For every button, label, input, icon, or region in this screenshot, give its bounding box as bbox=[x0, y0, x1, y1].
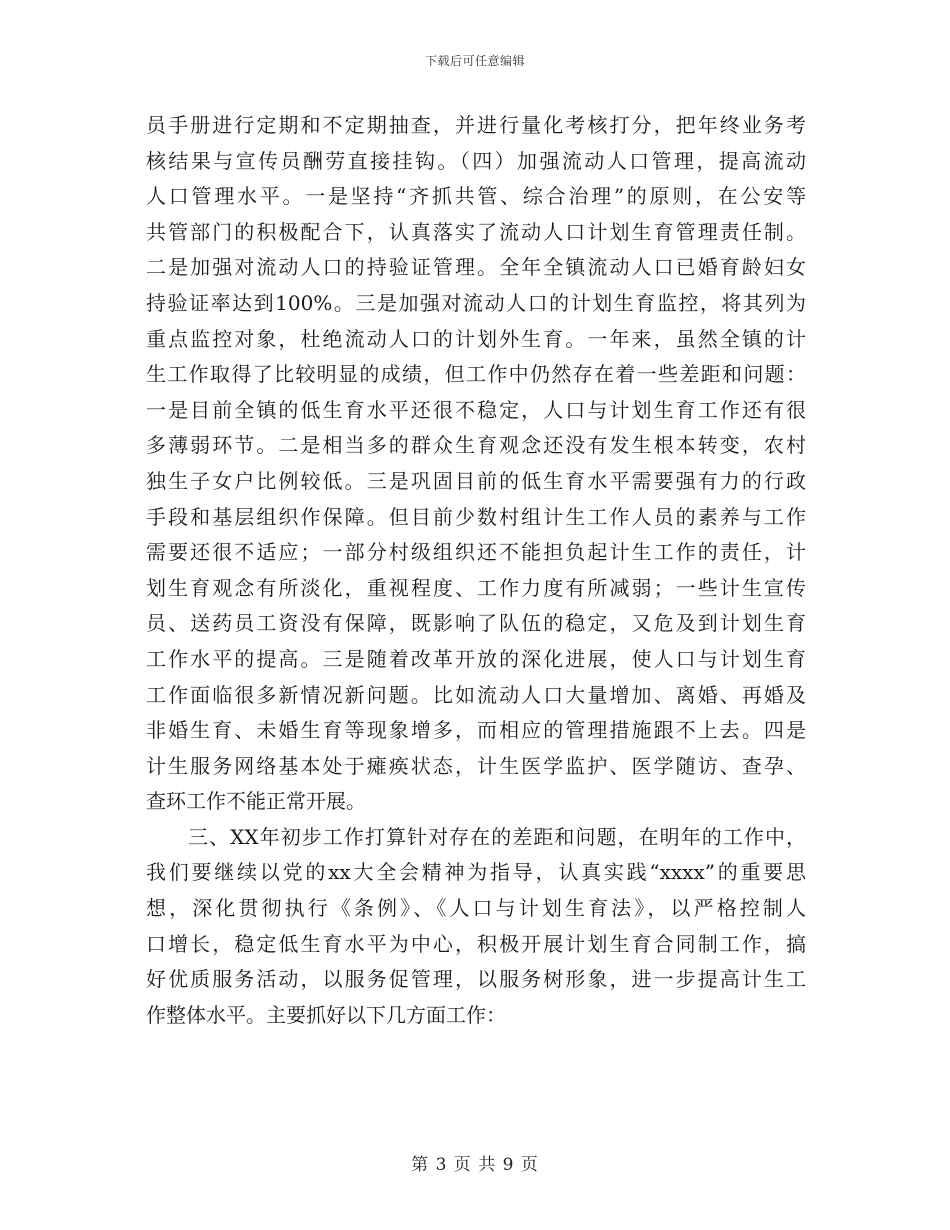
text-line: 人口管理水平。一是坚持“齐抓共管、综合治理”的原则，在公安等 bbox=[146, 184, 806, 209]
text-line: 工作水平的提高。三是随着改革开放的深化进展，使人口与计划生育 bbox=[146, 646, 806, 671]
text-line: 工作面临很多新情况新问题。比如流动人口大量增加、离婚、再婚及 bbox=[146, 682, 806, 707]
text-line: 我们要继续以党的xx大全会精神为指导，认真实践“xxxx”的重要思 bbox=[146, 860, 806, 885]
text-line: 共管部门的积极配合下，认真落实了流动人口计划生育管理责任制。 bbox=[146, 219, 806, 244]
text-line: 计生服务网络基本处于瘫痪状态，计生医学监护、医学随访、查孕、 bbox=[146, 753, 806, 778]
text-line: 需要还很不适应；一部分村级组织还不能担负起计生工作的责任，计 bbox=[146, 540, 806, 565]
text-line: 二是加强对流动人口的持验证管理。全年全镇流动人口已婚育龄妇女 bbox=[146, 255, 806, 280]
text-line: 重点监控对象，杜绝流动人口的计划外生育。一年来，虽然全镇的计 bbox=[146, 326, 806, 351]
paragraph-end-line: 查环工作不能正常开展。 bbox=[146, 789, 366, 814]
text-line: 非婚生育、未婚生育等现象增多，而相应的管理措施跟不上去。四是 bbox=[146, 718, 806, 743]
text-line: 员、送药员工资没有保障，既影响了队伍的稳定，又危及到计划生育 bbox=[146, 611, 806, 636]
document-body bbox=[146, 108, 806, 1033]
page-header: 下载后可任意编辑 bbox=[424, 54, 525, 68]
paragraph-end-line: 作整体水平。主要抓好以下几方面工作： bbox=[146, 1002, 506, 1027]
text-line: 多薄弱环节。二是相当多的群众生育观念还没有发生根本转变，农村 bbox=[146, 433, 806, 458]
text-line: 想，深化贯彻执行《条例》、《人口与计划生育法》，以严格控制人 bbox=[146, 896, 806, 921]
text-line: 一是目前全镇的低生育水平还很不稳定，人口与计划生育工作还有很 bbox=[146, 397, 806, 422]
text-line: 划生育观念有所淡化，重视程度、工作力度有所减弱；一些计生宣传 bbox=[146, 575, 806, 600]
text-line: 独生子女户比例较低。三是巩固目前的低生育水平需要强有力的行政 bbox=[146, 468, 806, 493]
text-line: 口增长，稳定低生育水平为中心，积极开展计划生育合同制工作，搞 bbox=[146, 931, 806, 956]
text-line: 核结果与宣传员酬劳直接挂钩。（四）加强流动人口管理，提高流动 bbox=[146, 148, 806, 173]
section-three-start-line: 三、XX年初步工作打算针对存在的差距和问题，在明年的工作中， bbox=[188, 824, 806, 849]
page-number-footer: 第 3 页 共 9 页 bbox=[411, 1155, 539, 1175]
text-line: 员手册进行定期和不定期抽查，并进行量化考核打分，把年终业务考 bbox=[146, 113, 806, 137]
text-line: 好优质服务活动，以服务促管理，以服务树形象，进一步提高计生工 bbox=[146, 967, 806, 992]
text-line: 手段和基层组织作保障。但目前少数村组计生工作人员的素养与工作 bbox=[146, 504, 806, 529]
text-line: 持验证率达到100%。三是加强对流动人口的计划生育监控，将其列为 bbox=[146, 290, 806, 315]
text-line: 生工作取得了比较明显的成绩，但工作中仍然存在着一些差距和问题： bbox=[146, 362, 806, 387]
